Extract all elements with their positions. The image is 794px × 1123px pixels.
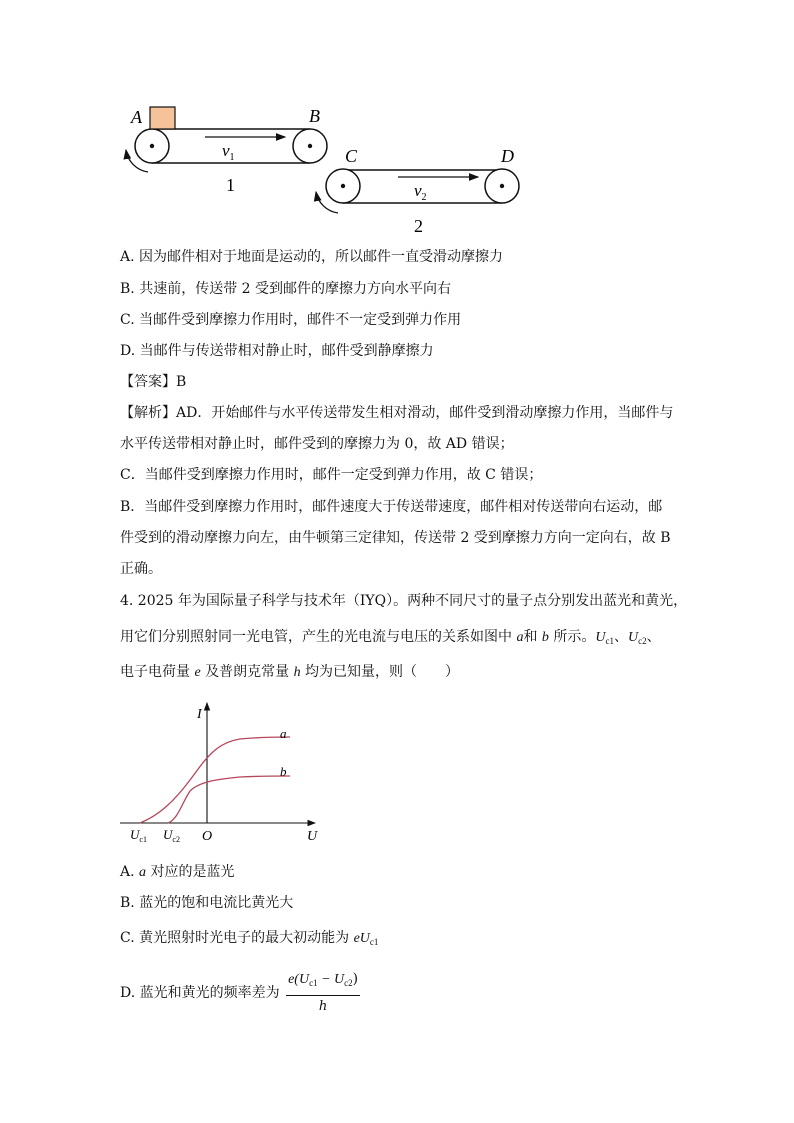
axis-label-U: U [307,829,318,844]
q3-analysis-line-3: C．当邮件受到摩擦力作用时，邮件一定受到弹力作用，故 C 错误； [120,467,543,483]
label-D: D [501,146,514,166]
velocity-v2-label: $v_2$ [414,181,427,203]
curve-b-label: b [280,764,287,779]
label-A: A [131,107,142,127]
q3-option-d: D. 当邮件与传送带相对静止时，邮件受到静摩擦力 [120,343,434,359]
q4-option-b: B. 蓝光的饱和电流比黄光大 [120,895,294,911]
frequency-difference-fraction: $\frac{e(U_{c1} - U_{c2})}{h}$ [286,968,360,1018]
q4-option-c: C. 黄光照射时光电子的最大初动能为 $eU_{c1}$ [120,930,379,947]
q3-answer: 【答案】B [120,374,187,390]
q3-analysis-line-4: B．当邮件受到摩擦力作用时，邮件速度大于传送带速度，邮件相对传送带向右运动，邮 [120,499,663,515]
q3-option-c: C. 当邮件受到摩擦力作用时，邮件不一定受到弹力作用 [120,312,462,328]
label-C: C [345,146,358,166]
belt-2-caption: 2 [414,216,423,236]
origin-label: O [202,829,213,844]
q3-analysis-line-1: 【解析】AD．开始邮件与水平传送带发生相对滑动，邮件受到滑动摩擦力作用，当邮件与 [120,405,674,421]
q3-option-b: B. 共速前，传送带 2 受到邮件的摩擦力方向水平向右 [120,281,451,297]
q3-analysis-line-6: 正确。 [120,561,162,577]
q4-stem-line-3: 电子电荷量 e 及普朗克常量 h 均为已知量，则（ ） [120,664,460,680]
belt-1-caption: 1 [226,175,235,195]
iu-graph [0,695,794,855]
velocity-v1-label: $v_1$ [222,141,235,163]
conveyor-belt-figure [0,0,794,240]
tick-Uc1: $U_{c1}$ [130,827,147,844]
q4-option-a: A. a 对应的是蓝光 [120,864,235,880]
q3-analysis-line-2: 水平传送带相对静止时，邮件受到的摩擦力为 0，故 AD 错误； [120,436,514,452]
tick-Uc2: $U_{c2}$ [163,827,180,844]
curve-b [168,776,290,823]
q3-analysis-line-5: 件受到的滑动摩擦力向左，由牛顿第三定律知，传送带 2 受到摩擦力方向一定向右，故 B [120,530,671,546]
q4-stem-line-2: 用它们分别照射同一光电管，产生的光电流与电压的关系如图中 a和 b 所示。$U_{c1}$、$U_{c2}$、 [120,629,661,646]
mail-package-box [150,107,175,129]
label-B: B [309,106,320,126]
axis-label-I: I [197,707,202,722]
q4-stem-line-1: 4. 2025 年为国际量子科学与技术年（IYQ）。两种不同尺寸的量子点分别发出蓝光和黄光， [120,593,688,609]
q4-option-d: D. 蓝光和黄光的频率差为 $\frac{e(U_{c1} - U_{c2})}{h}$ [120,968,360,1018]
q3-option-a: A. 因为邮件相对于地面是运动的，所以邮件一直受滑动摩擦力 [120,249,504,265]
curve-a-label: a [280,726,287,741]
